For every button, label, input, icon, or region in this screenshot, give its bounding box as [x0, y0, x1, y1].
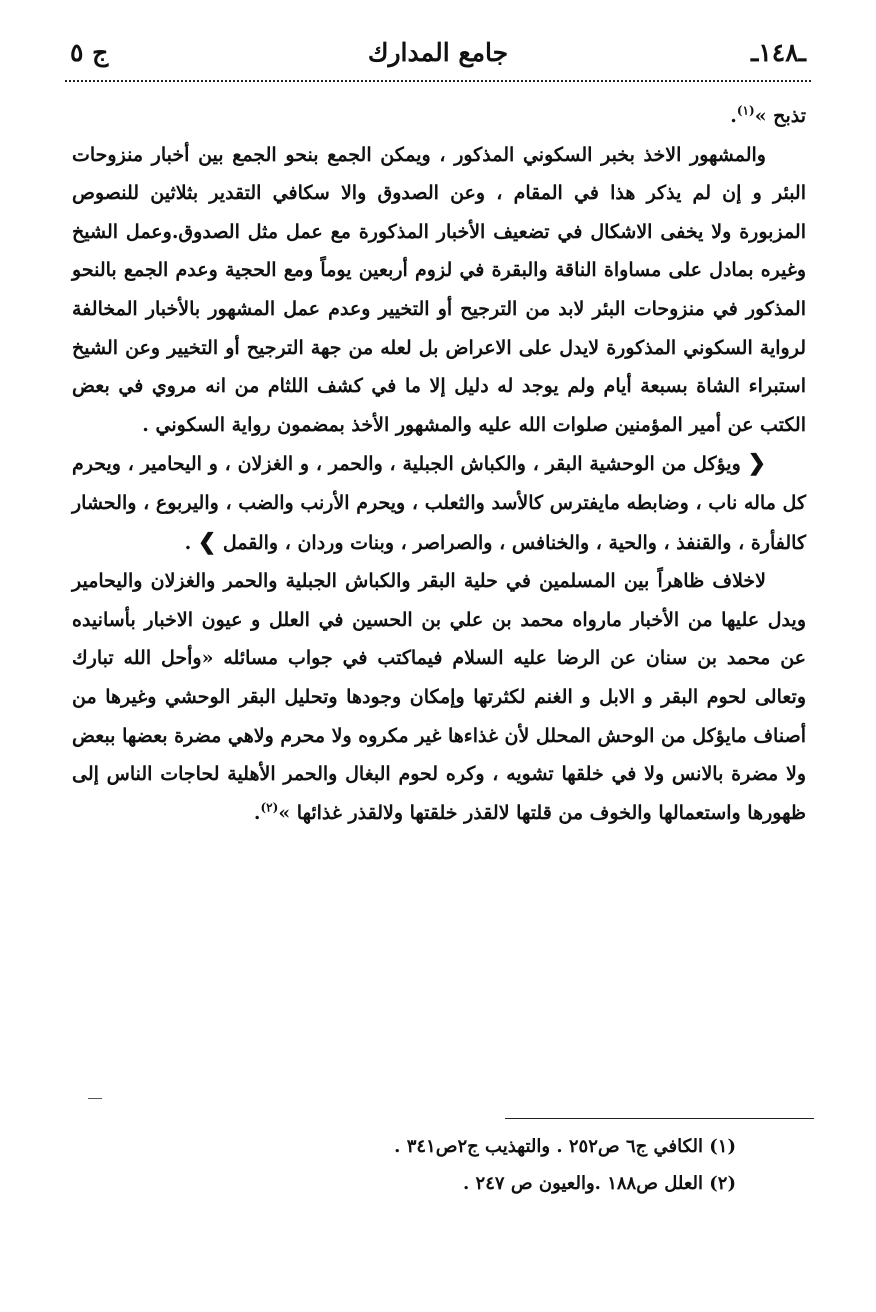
footnote-ref-1[interactable]: (١): [736, 103, 755, 118]
open-bracket-icon: ❮: [747, 450, 766, 477]
volume-label: ج ٥: [70, 38, 109, 67]
paragraph-matn: ❮ ويؤكل من الوحشية البقر ، والكباش الجبلية ، والحمر ، و الغزلان ، و اليحامير ، ويحرم كل ماله ناب ، وضابطه مايفترس كالأسد والثعلب ، ويحرم الأرنب والضب ، واليربوع ، والحشار كالفأرة ، والقنفذ ، والحية ، والخنافس ، والصراصر ، وبنات وردان ، والقمل ❯ .: [72, 450, 806, 555]
footnote-2: (٢) العلل ص١٨٨ .والعيون ص ٢٤٧ .: [463, 1173, 736, 1194]
paragraph-continuation: تذبح »$^{(١)}$.: [730, 103, 806, 127]
close-bracket-icon: ❯: [197, 528, 217, 555]
footnote-divider: [505, 1118, 814, 1119]
header-divider: [65, 80, 811, 82]
paragraph-commentary-2: لاخلاف ظاهراً بين المسلمين في حلية البقر والكباش الجبلية والحمر والغزلان واليحامير ويدل عليها من الأخبار مارواه محمد بن علي بن الحسين في العلل و عيون الاخبار بأسانيده عن محمد بن سنان عن الرضا عليه السلام فيماكتب في جواب مسائله «وأحل الله تبارك وتعالى لحوم البقر و الابل و الغنم لكثرتها وإمكان وجودها وتحليل البقر الوحشي وغيرها من أصناف مايؤكل من الوحش المحلل لأن غذاءها غير مكروه ولا محرم ولاهي مضرة بعضها ببعض ولا مضرة بالانس ولا في خلقها تشويه ، وكره لحوم البغال والحمر الأهلية لحاجات الناس إلى ظهورها واستعمالها والخوف من قلتها لالقذر خلقتها ولالقذر غذائها »$^{(٢)}$.: [72, 570, 806, 824]
page-number: ـ١٤٨ـ: [751, 38, 806, 67]
running-title: جامع المدارك: [367, 38, 509, 67]
footnote-1: (١) الكافي ج٦ ص٢٥٢ . والتهذيب ج٢ص٣٤١ .: [394, 1136, 736, 1157]
paragraph-commentary-1: والمشهور الاخذ بخبر السكوني المذكور ، ويمكن الجمع بنحو الجمع بين أخبار منزوحات البئر و إن لم يذكر هذا في المقام ، وعن الصدوق والا سكافي التقدير بثلاثين للنصوص المزبورة ولا يخفى الاشكال في تضعيف الأخبار المذكورة مع عمل مثل الصدوق.وعمل الشيخ وغيره بمادل على مساواة الناقة والبقرة في لزوم أربعين يوماً ومع الحجية وعدم الجمع بالنحو المذكور في منزوحات البئر لابد من الترجيح أو التخيير وعدم عمل المشهور بالأخبار المخالفة لرواية السكوني المذكورة لايدل على الاعراض بل لعله من جهة الترجيح أو التخيير وعن الشيخ استبراء الشاة بسبعة أيام ولم يوجد له دليل إلا ما في كشف اللثام من انه مروي في بعض الكتب عن أمير المؤمنين صلوات الله عليه والمشهور الأخذ بمضمون رواية السكوني .: [72, 143, 806, 436]
footnotes: [236, 1128, 736, 1202]
footnote-ref-2[interactable]: (٢): [260, 800, 279, 815]
page-header: [70, 30, 806, 80]
stray-mark: [88, 1098, 102, 1099]
main-text: [72, 97, 806, 832]
